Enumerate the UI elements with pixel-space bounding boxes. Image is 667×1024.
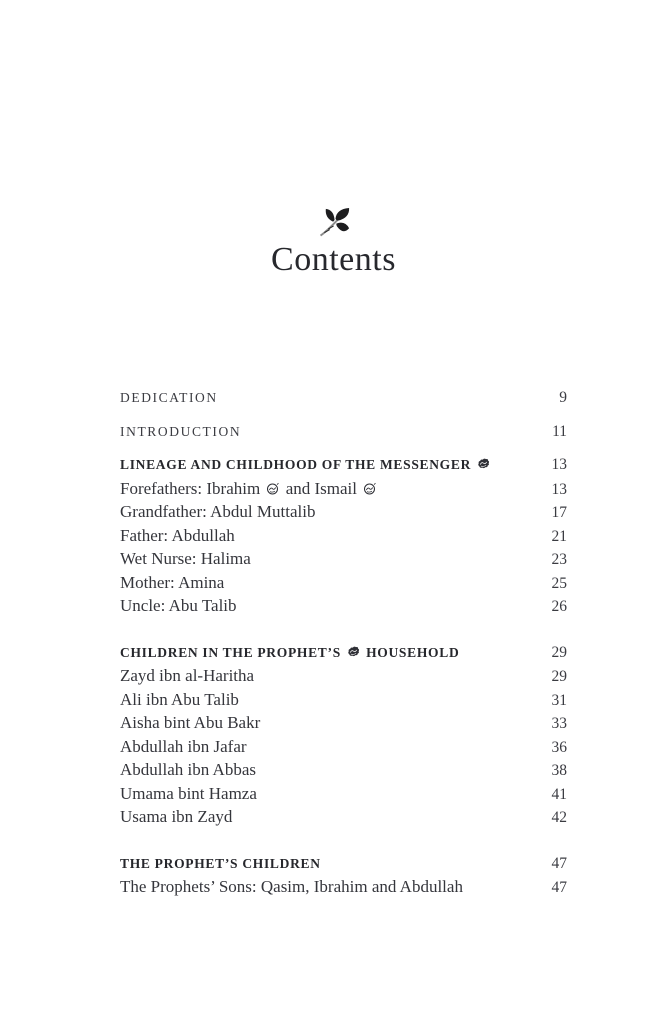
toc-text: Mother: Amina xyxy=(120,572,225,592)
toc-entry-page-number: 41 xyxy=(551,785,567,803)
toc-entry-page-number: 36 xyxy=(551,738,567,756)
toc-entry xyxy=(120,386,567,410)
toc-entry-label xyxy=(120,453,492,477)
honorific-as-icon xyxy=(265,482,280,496)
leaf-sprig-icon xyxy=(319,206,354,237)
toc-entry-page-number: 29 xyxy=(551,668,567,685)
toc-entry xyxy=(120,735,567,759)
toc-text: Ali ibn Abu Talib xyxy=(120,689,239,709)
toc-entry-label xyxy=(120,571,224,595)
toc-entry xyxy=(120,852,567,876)
toc-entry xyxy=(120,688,567,712)
toc-entry xyxy=(120,875,567,899)
ornament-container xyxy=(0,206,667,242)
toc-entry xyxy=(120,453,567,477)
toc-entry xyxy=(120,711,567,735)
toc-entry-page-number: 9 xyxy=(559,389,567,406)
toc-entry xyxy=(120,420,567,444)
table-of-contents xyxy=(120,386,567,899)
toc-entry-label xyxy=(120,547,251,571)
toc-entry-page-number: 17 xyxy=(551,504,567,521)
toc-text: LINEAGE AND CHILDHOOD OF THE MESSENGER xyxy=(120,457,476,472)
toc-text: and Ismail xyxy=(281,478,362,498)
toc-entry xyxy=(120,547,567,571)
toc-entry-label xyxy=(120,875,463,899)
toc-entry-label xyxy=(120,805,232,829)
toc-entry-label xyxy=(120,420,241,444)
toc-entry-page-number: 21 xyxy=(551,527,567,545)
toc-text: Abdullah ibn Abbas xyxy=(120,760,256,779)
toc-text: Uncle: Abu Talib xyxy=(120,596,237,615)
toc-entry-label xyxy=(120,711,260,735)
toc-entry xyxy=(120,782,567,806)
toc-entry-page-number: 31 xyxy=(551,691,567,709)
toc-entry-label xyxy=(120,641,459,665)
toc-entry-page-number: 13 xyxy=(551,480,567,498)
toc-entry xyxy=(120,758,567,782)
toc-entry-label xyxy=(120,524,235,548)
toc-entry-label xyxy=(120,758,256,782)
toc-text: Grandfather: Abdul Muttalib xyxy=(120,502,316,521)
toc-entry-label xyxy=(120,386,218,410)
toc-entry-page-number: 26 xyxy=(551,598,567,615)
toc-entry xyxy=(120,500,567,524)
toc-entry-page-number: 29 xyxy=(551,643,567,661)
toc-entry xyxy=(120,524,567,548)
toc-text: Zayd ibn al-Haritha xyxy=(120,666,255,685)
toc-text: Father: Abdullah xyxy=(120,525,235,545)
toc-entry xyxy=(120,594,567,618)
toc-entry-page-number: 11 xyxy=(552,422,567,440)
toc-entry-label xyxy=(120,782,257,806)
toc-entry-label xyxy=(120,477,378,501)
toc-entry xyxy=(120,664,567,688)
toc-entry-page-number: 25 xyxy=(551,574,567,592)
toc-entry-page-number: 47 xyxy=(551,879,567,896)
toc-entry-page-number: 38 xyxy=(551,762,567,779)
toc-text: Aisha bint Abu Bakr xyxy=(120,713,261,732)
toc-entry-label xyxy=(120,500,315,524)
toc-entry-page-number: 23 xyxy=(551,551,567,568)
honorific-saw-icon xyxy=(346,645,361,659)
toc-text: CHILDREN IN THE PROPHET’S xyxy=(120,644,345,660)
toc-text: HOUSEHOLD xyxy=(362,644,460,660)
toc-entry-label xyxy=(120,852,321,876)
toc-entry xyxy=(120,641,567,665)
toc-text: The Prophets’ Sons: Qasim, Ibrahim and Abdullah xyxy=(120,877,463,896)
honorific-as-icon xyxy=(362,482,377,496)
toc-entry-page-number: 33 xyxy=(551,715,567,732)
toc-entry-label xyxy=(120,594,237,618)
toc-entry-page-number: 47 xyxy=(551,854,567,872)
toc-entry-label xyxy=(120,664,254,688)
toc-text: Wet Nurse: Halima xyxy=(120,549,251,568)
toc-entry-page-number: 42 xyxy=(551,809,567,826)
toc-entry xyxy=(120,805,567,829)
toc-text: DEDICATION xyxy=(120,390,218,405)
toc-text: Abdullah ibn Jafar xyxy=(120,736,247,756)
honorific-saw-icon xyxy=(476,457,491,471)
toc-text: THE PROPHET’S CHILDREN xyxy=(120,855,321,871)
toc-text: INTRODUCTION xyxy=(120,423,242,439)
toc-entry xyxy=(120,477,567,501)
page-title: Contents xyxy=(271,241,396,278)
toc-entry-label xyxy=(120,688,239,712)
toc-entry-page-number: 13 xyxy=(551,456,567,473)
toc-text: Umama bint Hamza xyxy=(120,783,257,803)
toc-text: Forefathers: Ibrahim xyxy=(120,478,265,498)
toc-text: Usama ibn Zayd xyxy=(120,807,233,826)
toc-entry xyxy=(120,571,567,595)
toc-entry-label xyxy=(120,735,247,759)
